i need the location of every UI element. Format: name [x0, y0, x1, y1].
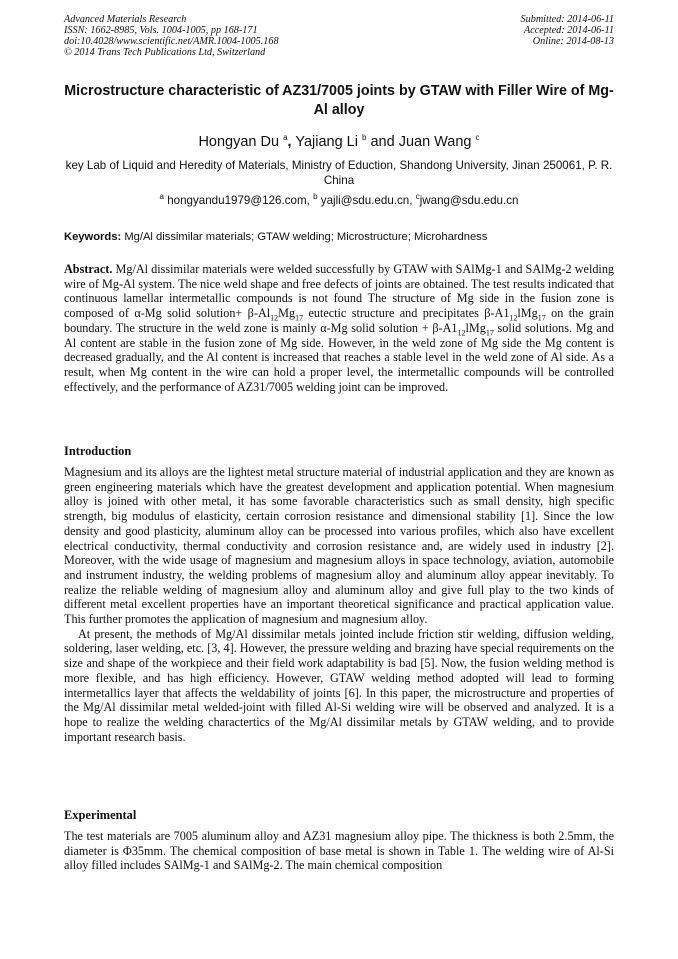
abstract: [64, 262, 614, 394]
email-link[interactable]: yajli@sdu.edu.cn,: [320, 194, 413, 207]
email-list: [64, 194, 614, 207]
subscript: 17: [295, 313, 304, 323]
doi-line[interactable]: doi:10.4028/www.scientific.net/AMR.1004-1005.168: [64, 36, 279, 47]
abstract-text: Mg/Al dissimilar materials were welded successfully by GTAW with SAlMg-1 and SAlMg-2 welding wire of Mg-Al system. The nice weld shape and free defects of joints are obtained. The test results indicated that continuous lamellar intermetallic compounds is not found The structure of Mg side in the fusion zone is composed of α-Mg solid solution+ β-Al: [64, 262, 615, 321]
journal-header: [64, 14, 614, 58]
keywords-label: Keywords:: [64, 231, 122, 243]
accepted-date: Accepted: 2014-06-11: [523, 25, 614, 36]
email-link[interactable]: jwang@sdu.edu.cn: [419, 194, 519, 207]
issn-line: ISSN: 1662-8985, Vols. 1004-1005, pp 168-171: [64, 25, 258, 36]
submitted-date: Submitted: 2014-06-11: [520, 14, 614, 25]
paragraph: At present, the methods of Mg/Al dissimilar metals jointed include friction stir welding, diffusion welding, soldering, laser welding, etc. [3, 4]. However, the pressure welding and brazing have special requirements on the size and shape of the workpiece and their field work adaptability is bad [5]. Now, the fusion welding method is more flexible, and has high efficiency. However, GTAW welding method adopted will lead to forming intermetallics layer that affects the weldability of joints [6]. In this paper, the microstructure and properties of the Mg/Al dissimilar metal welded-joint with filled Al-Si welding wire will be observed and analyzed. It is a hope to realize the welding charactertics of the Mg/Al dissimilar metals by GTAW welding, and to provide important research basis.: [64, 626, 614, 744]
email-marker: a: [159, 192, 164, 202]
abstract-text: eutectic structure and precipitates β-A1: [303, 306, 510, 321]
keywords: [64, 231, 614, 243]
dates-info: [521, 14, 614, 47]
subscript: 17: [537, 313, 546, 323]
publication-info: [64, 14, 279, 58]
subscript: 17: [485, 328, 494, 338]
affiliation-marker: b: [361, 133, 367, 143]
author-name: and Juan Wang: [370, 134, 472, 150]
paper-title: Microstructure characteristic of AZ31/7005 joints by GTAW with Filler Wire of Mg-Al alloy: [64, 83, 614, 118]
introduction-body: [64, 465, 614, 744]
email-marker: c: [415, 192, 420, 202]
author-name: Yajiang Li: [295, 134, 358, 150]
author-list: Hongyan Du $^a$, Yajiang Li $^b$ and Juan Wang $^c$: [198, 133, 480, 150]
experimental-body: [64, 829, 614, 873]
abstract-text: on the grain boundary. The structure in the weld zone is mainly α-Mg solid solution + β-A1: [64, 306, 615, 335]
keywords-text: Mg/Al dissimilar materials; GTAW welding; Microstructure; Microhardness: [124, 231, 488, 243]
abstract-text: lMg: [465, 320, 486, 335]
affiliation: key Lab of Liquid and Heredity of Materials, Ministry of Eduction, Shandong University, Jinan 250061, P. R. China: [65, 159, 613, 187]
section-heading-introduction: Introduction: [64, 444, 132, 458]
subscript: 12: [509, 313, 518, 323]
journal-name: Advanced Materials Research: [64, 14, 187, 25]
email-link[interactable]: hongyandu1979@126.com,: [167, 194, 310, 207]
abstract-text: solid solutions. Mg and Al content are stable in the fusion zone of Mg side. However, in the weld zone of Mg side the Mg content is decreased gradually, and the Al content is increased that reaches a stable level in the weld zone of Al side. As a result, when Mg content in the wire can hold a proper level, the intermetallic compounds will be controlled effectively, and the performance of AZ31/7005 welding joint can be improved.: [64, 320, 615, 394]
online-date: Online: 2014-08-13: [532, 36, 614, 47]
subscript: 12: [457, 328, 466, 338]
section-heading-experimental: Experimental: [64, 808, 137, 822]
abstract-label: Abstract.: [64, 262, 113, 276]
author-name: Hongyan Du: [198, 134, 280, 150]
abstract-text: Mg: [278, 306, 296, 321]
affiliation-marker: c: [475, 133, 480, 143]
paragraph: Magnesium and its alloys are the lightest metal structure material of industrial application and they are known as green engineering materials which have the greatest development and application potential. When magnesium alloy is joined with other metal, it has some favorable characteristics such as small density, high specific strength, big modulus of elasticity, certain corrosion resistance and dimensional stability [1]. Since the low density and good plasticity, aluminum alloy can be processed into various profiles, which also have excellent electrical conductivity, thermal conductivity and corrosion resistance and, are widely used in industry [2]. Moreover, with the wide usage of magnesium and magnesium alloys in space technology, aviation, automobile and instrument industry, the welding problems of magnesium alloy and aluminum alloy appear inevitably. To realize the reliable welding of magnesium alloy and aluminum alloy and give full play to the two kinds of different metal excellent properties have an important theoretical significance and practical application value. This further promotes the application of magnesium and magnesium alloy.: [64, 465, 614, 627]
affiliation-marker: a: [283, 133, 288, 143]
email-marker: b: [313, 192, 318, 202]
subscript: 12: [270, 313, 279, 323]
copyright-line: © 2014 Trans Tech Publications Ltd, Switzerland: [64, 47, 266, 58]
abstract-text: lMg: [517, 306, 538, 321]
paragraph: The test materials are 7005 aluminum alloy and AZ31 magnesium alloy pipe. The thickness is both 2.5mm, the diameter is Φ35mm. The chemical composition of base metal is shown in Table 1. The welding wire of Al-Si alloy filled includes SAlMg-1 and SAlMg-2. The main chemical composition: [64, 829, 614, 873]
